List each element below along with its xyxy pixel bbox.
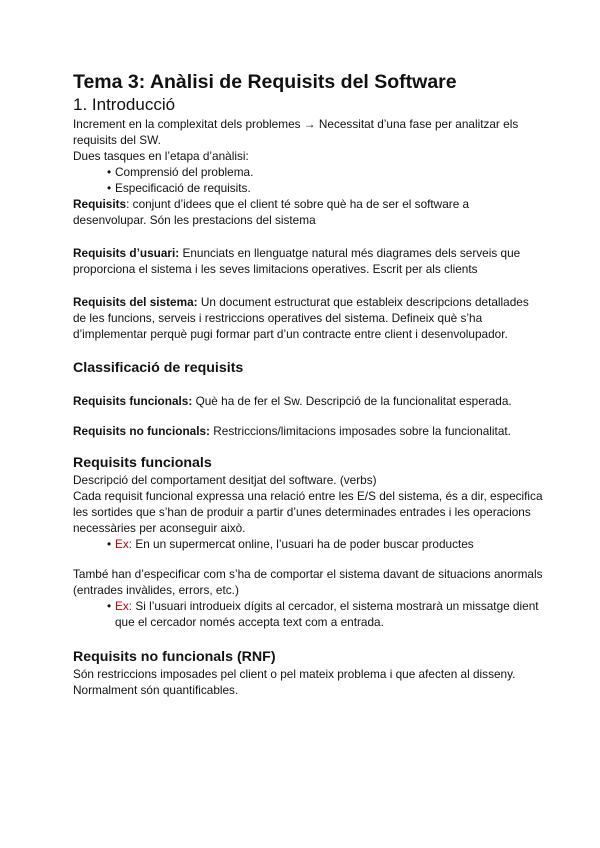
functional-paragraph-1: Descripció del comportament desitjat del software. (verbs) <box>73 473 377 487</box>
term: Requisits no funcionals: <box>73 424 210 438</box>
example-label: Ex: <box>115 599 133 613</box>
user-requirements-definition <box>73 245 543 277</box>
term: Requisits d’usuari: <box>73 246 180 260</box>
example-text: Si l’usuari introdueix dígits al cercador, el sistema mostrarà un missatge dient que el cercador només accepta text com a entrada. <box>115 599 539 629</box>
list-item <box>73 536 543 552</box>
definition: Un document estructurat que estableix descripcions detallades de les funcions, serveis i restriccions operatives del sistema. Defineix què s’ha d’implementar perquè pugi formar part d’un contracte entre client i desenvolupador. <box>73 295 529 341</box>
section-heading-nonfunctional: Requisits no funcionals (RNF) <box>73 649 276 665</box>
list-item: • Especificació de requisits. <box>73 180 543 196</box>
definition: Enunciats en llenguatge natural més diagrames dels serveis que proporciona el sistema i les seves limitacions operatives. Escrit per als clients <box>73 246 521 276</box>
nonfunctional-classification <box>73 423 543 439</box>
functional-classification <box>73 393 543 409</box>
section-heading-introduction: 1. Introducció <box>73 95 176 114</box>
functional-paragraph-3: També han d’especificar com s’ha de comportar el sistema davant de situacions anormals (entrades invàlides, errors, etc.) <box>73 567 543 597</box>
list-item <box>73 598 543 630</box>
term: Requisits del sistema: <box>73 295 198 309</box>
definition: Restriccions/limitacions imposades sobre la funcionalitat. <box>209 424 511 438</box>
tasks-intro: Dues tasques en l’etapa d’anàlisi: <box>73 149 249 163</box>
definition: : conjunt d’idees que el client té sobre què ha de ser el software a desenvolupar. Són les prestacions del sistema <box>73 197 470 227</box>
functional-paragraph-2: Cada requisit funcional expressa una relació entre les E/S del sistema, és a dir, especifica les sortides que s’han de produir a partir d’unes determinades entrades i les operacions necessàries per aconseguir això. <box>73 489 543 535</box>
example-list <box>73 598 543 630</box>
example-list <box>73 536 543 552</box>
intro-paragraph: Increment en la complexitat dels problemes → Necessitat d’una fase per analitzar els requisits del SW. <box>73 117 519 147</box>
example-text: En un supermercat online, l’usuari ha de poder buscar productes <box>132 537 474 551</box>
document-title: Tema 3: Anàlisi de Requisits del Software <box>73 71 457 93</box>
definition: Què ha de fer el Sw. Descripció de la funcionalitat esperada. <box>192 394 512 408</box>
tasks-list <box>73 164 543 196</box>
section-heading-functional: Requisits funcionals <box>73 455 212 471</box>
requisits-definition <box>73 196 543 228</box>
document-page <box>73 70 543 698</box>
list-item: • Comprensió del problema. <box>73 164 543 180</box>
term: Requisits <box>73 197 127 211</box>
nonfunctional-paragraph: Són restriccions imposades pel client o pel mateix problema i que afecten al disseny. Normalment són quantificables. <box>73 667 516 697</box>
example-label: Ex: <box>115 537 133 551</box>
section-heading-classification: Classificació de requisits <box>73 360 244 376</box>
term: Requisits funcionals: <box>73 394 193 408</box>
system-requirements-definition <box>73 294 543 342</box>
